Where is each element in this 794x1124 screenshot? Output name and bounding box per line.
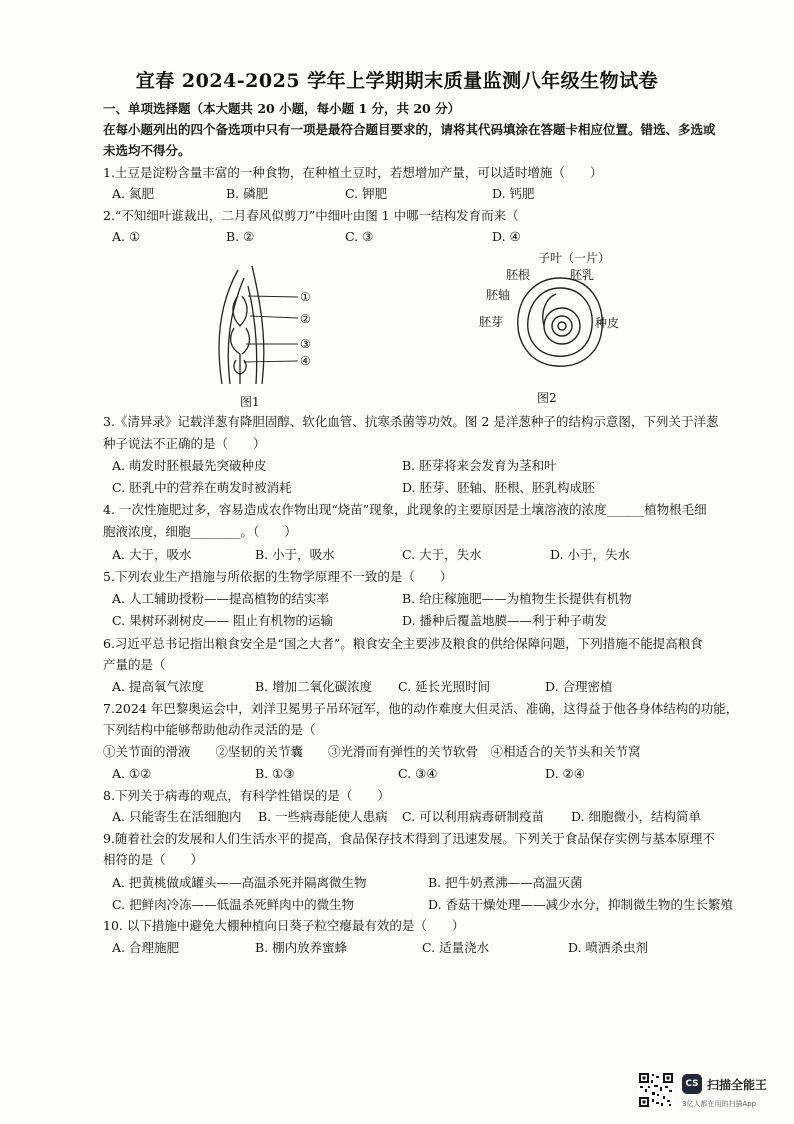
question-5-option-d: D. 播种后覆盖地膜——利于种子萌发	[402, 613, 608, 628]
question-3-option-d: D. 胚芽、胚轴、胚根、胚乳构成胚	[402, 480, 595, 495]
seed-embryo-coil	[544, 308, 580, 344]
figure-2-label-cotyledon: 子叶（一片）	[538, 251, 611, 265]
question-4-option-b: B. 小于，吸水	[255, 547, 335, 562]
question-8-option-b: B. 一些病毒能使人患病	[258, 809, 388, 824]
question-5-stem: 5.下列农业生产措施与所依据的生物学原理不一致的是（ ）	[103, 569, 453, 584]
figure-1-label-4: ④	[300, 354, 311, 368]
figure-1-label-2: ②	[300, 312, 311, 326]
section-instruction-1: 在每小题列出的四个备选项中只有一项是最符合题目要求的，请将其代码填涂在答题卡相应位置。错选、多选或	[103, 122, 716, 137]
figure-2-label-seed-coat: 种皮	[595, 316, 620, 330]
question-6-stem-line-1: 6.习近平总书记指出粮食安全是“国之大者”。粮食安全主要涉及粮食的供给保障问题，下列措施不能提高粮食	[103, 636, 703, 651]
camscanner-logo-icon: CS	[682, 1074, 702, 1094]
figure-2-caption: 图2	[537, 391, 557, 405]
question-10-stem: 10. 以下措施中避免大棚种植向日葵子粒空瘪最有效的是（ ）	[103, 918, 465, 933]
question-2-stem: 2.“不知细叶谁裁出，二月春风似剪刀”中细叶由图 1 中哪一结构发育而来（	[103, 208, 519, 223]
exam-title: 宜春 2024-2025 学年上学期期末质量监测八年级生物试卷	[135, 70, 659, 92]
question-5-option-b: B. 给庄稼施肥——为植物生长提供有机物	[402, 591, 632, 606]
question-2-option-c: C. ③	[345, 229, 374, 244]
question-7-option-d: D. ②④	[545, 766, 585, 781]
figure-1-label-1: ①	[300, 290, 311, 304]
question-5-option-c: C. 果树环剥树皮—— 阻止有机物的运输	[112, 613, 334, 628]
question-1-stem: 1.土豆是淀粉含量丰富的一种食物，在种植土豆时，若想增加产量，可以适时增施（ ）	[103, 165, 603, 180]
question-9-stem-line-1: 9.随着社会的发展和人们生活水平的提高，食品保存技术得到了迅速发展。下列关于食品保存实例与基本原理不	[103, 831, 715, 846]
question-9-option-b: B. 把牛奶煮沸——高温灭菌	[428, 875, 583, 890]
question-9-option-c: C. 把鲜肉冷冻——低温杀死鲜肉中的微生物	[112, 897, 355, 912]
question-6-option-a: A. 提高氧气浓度	[112, 679, 204, 694]
question-8-option-c: C. 可以利用病毒研制疫苗	[402, 809, 545, 824]
question-2-option-a: A. ①	[112, 229, 141, 244]
question-10-option-b: B. 棚内放养蜜蜂	[255, 940, 348, 955]
question-8-option-d: D. 细胞微小，结构简单	[571, 809, 702, 824]
question-8-stem: 8.下列关于病毒的观点，有科学性错误的是（ ）	[103, 788, 390, 803]
question-4-option-d: D. 小于，失水	[550, 547, 631, 562]
section-instruction-2: 未选均不得分。	[103, 143, 191, 158]
question-10-option-c: C. 适量浇水	[422, 940, 490, 955]
question-1-option-d: D. 钙肥	[492, 186, 535, 201]
figure-2-label-radicle: 胚根	[506, 268, 531, 282]
figure-1-caption: 图1	[240, 395, 260, 409]
question-4-option-c: C. 大于，失水	[402, 547, 482, 562]
question-9-stem-line-2: 相符的是（ ）	[103, 852, 204, 867]
question-3-option-a: A. 萌发时胚根最先突破种皮	[112, 458, 267, 473]
question-3-option-c: C. 胚乳中的营养在萌发时被消耗	[112, 480, 292, 495]
bud-growth-tip	[233, 296, 247, 326]
question-2-option-d: D. ④	[492, 229, 521, 244]
question-10-option-a: A. 合理施肥	[112, 940, 179, 955]
question-1-option-a: A. 氮肥	[112, 186, 154, 201]
question-9-option-d: D. 香菇干燥处理——减少水分，抑制微生物的生长繁殖	[428, 897, 734, 912]
question-4-stem-line-2: 胞液浓度，细胞________。（ ）	[103, 524, 297, 539]
camscanner-app-name: 扫描全能王	[707, 1078, 768, 1092]
question-6-option-c: C. 延长光照时间	[398, 679, 491, 694]
question-7-stem-line-1: 7.2024 年巴黎奥运会中，刘洋卫冕男子吊环冠军，他的动作难度大但灵活、准确，这得益于他各身体结构的功能，	[103, 701, 739, 716]
question-4-option-a: A. 大于，吸水	[112, 547, 192, 562]
question-7-stem-line-2: 下列结构中能够帮助他动作灵活的是（	[103, 722, 316, 737]
figure-2-label-plumule: 胚芽	[479, 315, 504, 329]
figure-2-label-endosperm: 胚乳	[570, 268, 595, 282]
figure-1-bud-diagram	[200, 256, 340, 390]
question-3-stem-line-1: 3.《清异录》记载洋葱有降胆固醇、软化血管、抗寒杀菌等功效。图 2 是洋葱种子的结构示意图，下列关于洋葱	[103, 414, 719, 429]
question-1-option-c: C. 钾肥	[345, 186, 388, 201]
question-1-option-b: B. 磷肥	[226, 186, 269, 201]
section-heading: 一、单项选择题（本大题共 20 小题，每小题 1 分，共 20 分）	[103, 101, 461, 116]
question-6-option-d: D. 合理密植	[545, 679, 613, 694]
camscanner-tagline: 3亿人都在用的扫描App	[682, 1100, 757, 1108]
figure-1-label-3: ③	[300, 337, 311, 351]
question-8-option-a: A. 只能寄生在活细胞内	[112, 809, 242, 824]
question-3-stem-line-2: 种子说法不正确的是（ ）	[103, 436, 266, 451]
question-7-option-c: C. ③④	[398, 766, 438, 781]
question-7-items: ①关节面的滑液 ②坚韧的关节囊 ③光滑而有弹性的关节软骨 ④相适合的关节头和关节窝	[103, 744, 641, 759]
question-10-option-d: D. 喷洒杀虫剂	[568, 940, 649, 955]
question-7-option-a: A. ①②	[112, 766, 152, 781]
question-6-stem-line-2: 产量的是（	[103, 657, 166, 672]
question-2-option-b: B. ②	[226, 229, 255, 244]
question-9-option-a: A. 把黄桃做成罐头——高温杀死并隔离微生物	[112, 875, 367, 890]
question-5-option-a: A. 人工辅助授粉——提高植物的结实率	[112, 591, 329, 606]
question-7-option-b: B. ①③	[255, 766, 295, 781]
qr-code-icon	[638, 1072, 674, 1108]
bud-outer-scale-right	[252, 266, 264, 384]
question-4-stem-line-1: 4. 一次性施肥过多，容易造成农作物出现“烧苗”现象，此现象的主要原因是土壤溶液的浓度______植物根毛细	[103, 502, 707, 517]
question-6-option-b: B. 增加二氧化碳浓度	[255, 679, 373, 694]
figure-2-label-hypocotyl: 胚轴	[486, 288, 511, 302]
question-3-option-b: B. 胚芽将来会发育为茎和叶	[402, 458, 557, 473]
